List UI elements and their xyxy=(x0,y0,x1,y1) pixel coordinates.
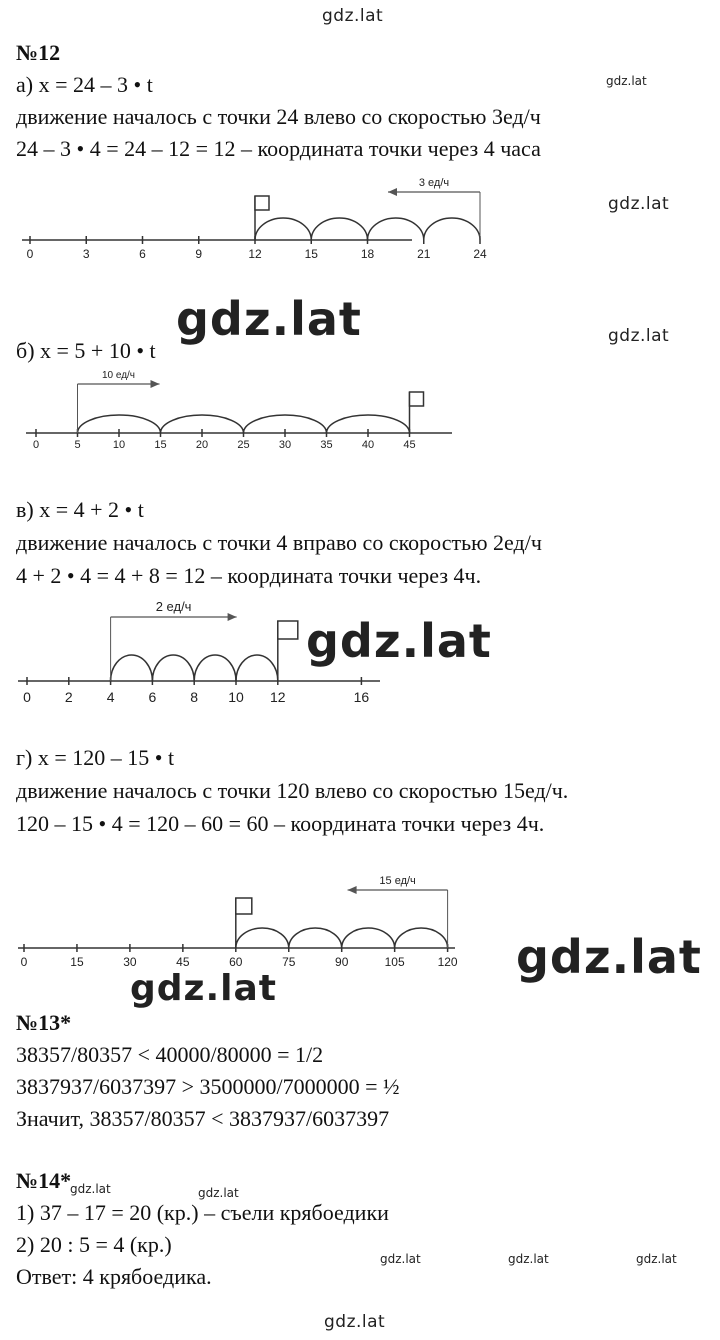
watermark: gdz.lat xyxy=(636,1252,677,1266)
flag-icon xyxy=(255,196,269,210)
problem-13-line-1: 38357/80357 < 40000/80000 = 1/2 xyxy=(16,1042,324,1067)
watermark: gdz.lat xyxy=(608,194,670,214)
tick-label: 40 xyxy=(361,439,375,451)
tick-label: 16 xyxy=(353,689,370,705)
tick-label: 45 xyxy=(403,439,416,451)
jump-arcs xyxy=(236,928,448,948)
watermark: gdz.lat xyxy=(70,1182,111,1196)
jump-arcs xyxy=(111,655,278,681)
watermark: gdz.lat xyxy=(606,74,647,88)
tick-label: 45 xyxy=(176,955,190,969)
flag-icon xyxy=(278,621,298,639)
problem-12-heading: №12 xyxy=(16,40,61,65)
flag-icon xyxy=(236,898,252,914)
speed-arrow-head xyxy=(151,380,160,388)
number-line-a xyxy=(0,170,720,270)
tick-label: 30 xyxy=(278,439,292,451)
watermark: gdz.lat xyxy=(322,6,384,26)
tick-label: 30 xyxy=(123,955,137,969)
calculation-a: 24 – 3 • 4 = 24 – 12 = 12 – координата точки через 4 часа xyxy=(16,136,541,161)
watermark-large: gdz.lat xyxy=(516,930,702,984)
watermark: gdz.lat xyxy=(198,1186,239,1200)
formula-b: б) x = 5 + 10 • t xyxy=(16,338,156,363)
speed-label: 10 ед/ч xyxy=(101,370,136,381)
tick-label: 2 xyxy=(64,689,73,705)
problem-13-line-3: Значит, 38357/80357 < 3837937/6037397 xyxy=(16,1106,390,1131)
problem-14-heading: №14* xyxy=(16,1168,72,1193)
watermark: gdz.lat xyxy=(324,1312,386,1332)
jump-arcs xyxy=(78,415,410,433)
speed-label: 2 ед/ч xyxy=(155,599,192,614)
number-line-v xyxy=(0,595,720,710)
watermark: gdz.lat xyxy=(508,1252,549,1266)
watermark-large: gdz.lat xyxy=(306,614,492,668)
tick-label: 24 xyxy=(473,247,487,261)
problem-14-line-2: 2) 20 : 5 = 4 (кр.) xyxy=(16,1232,172,1257)
tick-label: 12 xyxy=(270,689,286,705)
tick-label: 10 xyxy=(228,689,244,705)
number-line-g xyxy=(0,870,720,975)
tick-label: 0 xyxy=(32,439,40,451)
tick-label: 18 xyxy=(360,247,375,261)
tick-label: 60 xyxy=(229,955,243,969)
tick-label: 0 xyxy=(26,247,34,261)
watermark-large: gdz.lat xyxy=(176,292,362,346)
watermark-large: gdz.lat xyxy=(130,968,278,1009)
speed-arrow-head xyxy=(388,188,397,196)
description-g: движение началось с точки 120 влево со скоростью 15ед/ч. xyxy=(16,778,569,803)
tick-label: 0 xyxy=(20,955,28,969)
tick-label: 21 xyxy=(417,247,431,261)
tick-label: 10 xyxy=(112,439,126,451)
formula-g: г) x = 120 – 15 • t xyxy=(16,745,175,770)
problem-14-line-1: 1) 37 – 17 = 20 (кр.) – съели крябоедики xyxy=(16,1200,389,1225)
flag-icon xyxy=(410,392,424,406)
calculation-g: 120 – 15 • 4 = 120 – 60 = 60 – координата точки через 4ч. xyxy=(16,811,545,836)
tick-label: 5 xyxy=(74,439,81,451)
speed-label: 3 ед/ч xyxy=(418,177,450,189)
tick-label: 20 xyxy=(195,439,209,451)
tick-label: 8 xyxy=(190,689,199,705)
tick-label: 35 xyxy=(320,439,333,451)
tick-label: 6 xyxy=(139,247,146,261)
description-v: движение началось с точки 4 вправо со скоростью 2ед/ч xyxy=(16,530,542,555)
formula-a: а) x = 24 – 3 • t xyxy=(16,72,153,97)
problem-13-heading: №13* xyxy=(16,1010,72,1035)
tick-label: 12 xyxy=(248,247,262,261)
tick-label: 90 xyxy=(335,955,349,969)
speed-arrow-head xyxy=(348,886,357,894)
tick-label: 15 xyxy=(154,439,167,451)
problem-13-line-2: 3837937/6037397 > 3500000/7000000 = ½ xyxy=(16,1074,400,1099)
tick-label: 6 xyxy=(148,689,157,705)
description-a: движение началось с точки 24 влево со скоростью 3ед/ч xyxy=(16,104,541,129)
tick-label: 75 xyxy=(282,955,296,969)
tick-label: 120 xyxy=(437,955,458,969)
tick-label: 15 xyxy=(70,955,84,969)
jump-arcs xyxy=(255,218,480,240)
problem-14-answer: Ответ: 4 крябоедика. xyxy=(16,1264,212,1289)
tick-label: 3 xyxy=(82,247,90,261)
tick-label: 4 xyxy=(106,689,115,705)
tick-label: 25 xyxy=(237,439,250,451)
tick-label: 9 xyxy=(195,247,203,261)
tick-label: 105 xyxy=(384,955,405,969)
speed-label: 15 ед/ч xyxy=(379,875,416,887)
watermark: gdz.lat xyxy=(608,326,670,346)
tick-label: 0 xyxy=(23,689,31,705)
calculation-v: 4 + 2 • 4 = 4 + 8 = 12 – координата точки через 4ч. xyxy=(16,563,482,588)
watermark: gdz.lat xyxy=(380,1252,421,1266)
formula-v: в) x = 4 + 2 • t xyxy=(16,497,144,522)
tick-label: 15 xyxy=(304,247,318,261)
speed-arrow-head xyxy=(228,613,237,621)
number-line-b xyxy=(0,370,720,460)
